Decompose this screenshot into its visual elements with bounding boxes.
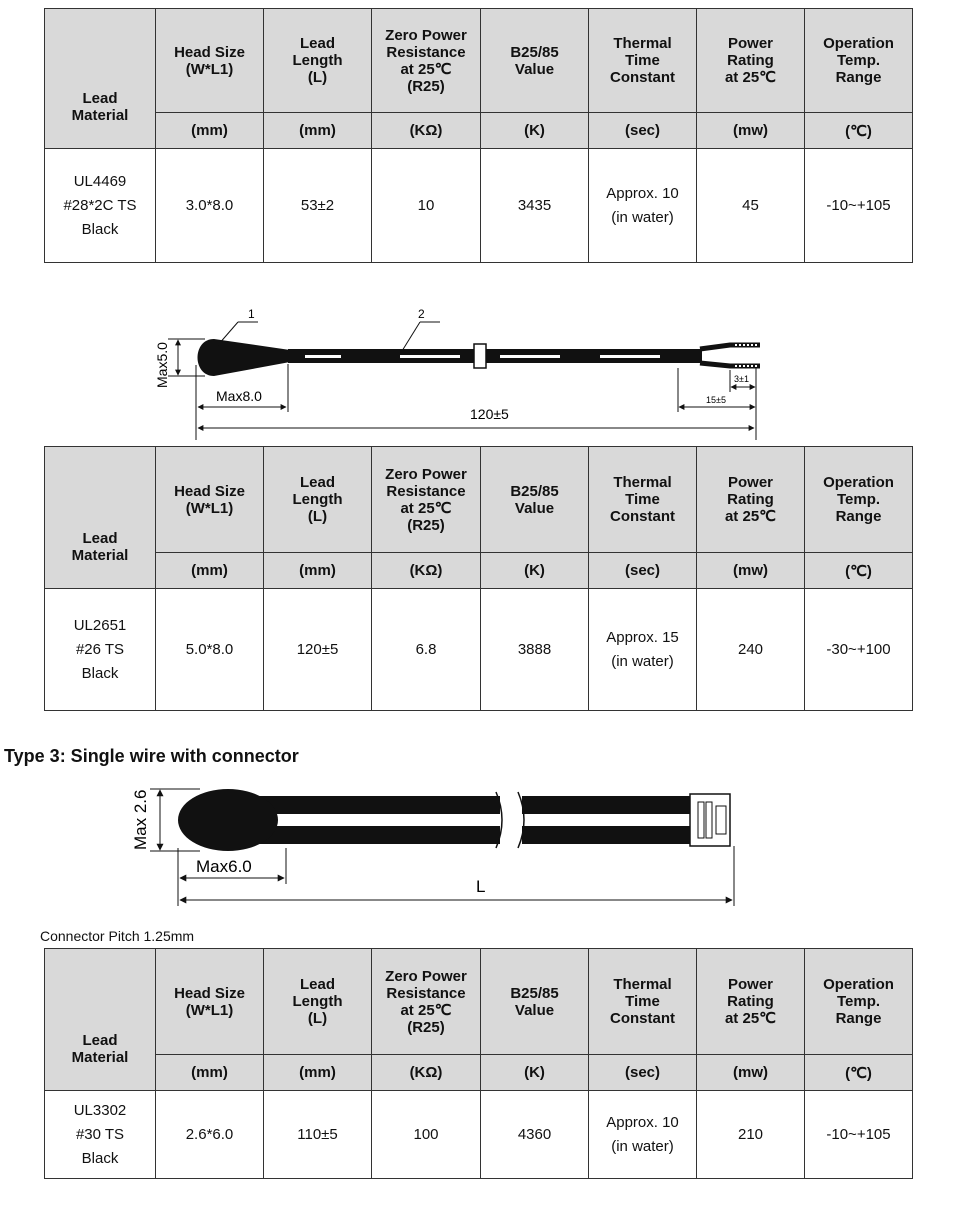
dim-head-height: Max5.0 — [154, 342, 170, 388]
header-thermal-time-constant: Thermal Time Constant — [589, 949, 697, 1055]
cell-power: 210 — [697, 1091, 805, 1179]
dim-total-length: L — [476, 877, 486, 896]
header-zero-power-resistance: Zero Power Resistance at 25℃ (R25) — [372, 9, 481, 113]
unit-b-value: (K) — [481, 1055, 589, 1091]
thermistor-head — [198, 339, 291, 376]
cell-thermal: Approx. 10 (in water) — [589, 1091, 697, 1179]
cell-resistance: 100 — [372, 1091, 481, 1179]
header-head-size: Head Size (W*L1) — [156, 9, 264, 113]
connector-pitch-note: Connector Pitch 1.25mm — [40, 928, 195, 944]
cell-lead-material: UL4469 #28*2C TS Black — [45, 149, 156, 263]
unit-thermal: (sec) — [589, 113, 697, 149]
callout-1: 1 — [248, 307, 255, 321]
cell-head-size: 3.0*8.0 — [156, 149, 264, 263]
unit-head-size: (mm) — [156, 113, 264, 149]
unit-power: (mw) — [697, 113, 805, 149]
header-power-rating: Power Rating at 25℃ — [697, 447, 805, 553]
cell-temp: -10~+105 — [805, 1091, 913, 1179]
unit-head-size: (mm) — [156, 1055, 264, 1091]
header-lead-length: Lead Length (L) — [264, 447, 372, 553]
unit-resistance: (KΩ) — [372, 1055, 481, 1091]
header-operation-temp: Operation Temp. Range — [805, 9, 913, 113]
header-head-size: Head Size (W*L1) — [156, 447, 264, 553]
thermistor-head — [178, 789, 278, 851]
unit-temp: (℃) — [805, 113, 913, 149]
cell-head-size: 2.6*6.0 — [156, 1091, 264, 1179]
section-title-type3: Type 3: Single wire with connector — [4, 746, 299, 766]
unit-temp: (℃) — [805, 1055, 913, 1091]
header-b-value: B25/85 Value — [481, 447, 589, 553]
dim-head-height: Max 2.6 — [131, 789, 150, 850]
unit-lead-length: (mm) — [264, 113, 372, 149]
dim-tip-length: 3±1 — [734, 374, 749, 384]
cell-resistance: 6.8 — [372, 589, 481, 711]
unit-b-value: (K) — [481, 113, 589, 149]
header-b-value: B25/85 Value — [481, 949, 589, 1055]
header-power-rating: Power Rating at 25℃ — [697, 9, 805, 113]
header-zero-power-resistance: Zero Power Resistance at 25℃ (R25) — [372, 447, 481, 553]
cell-temp: -30~+100 — [805, 589, 913, 711]
unit-power: (mw) — [697, 1055, 805, 1091]
header-lead-material: Lead Material — [45, 949, 156, 1091]
cell-b-value: 4360 — [481, 1091, 589, 1179]
cell-lead-length: 120±5 — [264, 589, 372, 711]
cell-temp: -10~+105 — [805, 149, 913, 263]
cell-b-value: 3435 — [481, 149, 589, 263]
spec-table-2 — [44, 446, 913, 711]
unit-thermal: (sec) — [589, 553, 697, 589]
cell-lead-length: 110±5 — [264, 1091, 372, 1179]
header-lead-material: Lead Material — [45, 447, 156, 589]
probe-diagram-type2 — [0, 290, 960, 446]
header-head-size: Head Size (W*L1) — [156, 949, 264, 1055]
unit-resistance: (KΩ) — [372, 113, 481, 149]
unit-power: (mw) — [697, 553, 805, 589]
dim-total-length: 120±5 — [470, 406, 509, 422]
unit-head-size: (mm) — [156, 553, 264, 589]
header-thermal-time-constant: Thermal Time Constant — [589, 447, 697, 553]
dim-head-length: Max8.0 — [216, 388, 262, 404]
header-power-rating: Power Rating at 25℃ — [697, 949, 805, 1055]
header-operation-temp: Operation Temp. Range — [805, 949, 913, 1055]
unit-resistance: (KΩ) — [372, 553, 481, 589]
cell-lead-material: UL2651 #26 TS Black — [45, 589, 156, 711]
callout-2: 2 — [418, 307, 425, 321]
unit-temp: (℃) — [805, 553, 913, 589]
cell-thermal: Approx. 10 (in water) — [589, 149, 697, 263]
unit-lead-length: (mm) — [264, 553, 372, 589]
cell-power: 240 — [697, 589, 805, 711]
cell-lead-length: 53±2 — [264, 149, 372, 263]
dim-head-length: Max6.0 — [196, 857, 252, 876]
probe-diagram-type3 — [0, 776, 960, 910]
header-lead-length: Lead Length (L) — [264, 9, 372, 113]
cell-power: 45 — [697, 149, 805, 263]
unit-lead-length: (mm) — [264, 1055, 372, 1091]
cell-resistance: 10 — [372, 149, 481, 263]
cell-lead-material: UL3302 #30 TS Black — [45, 1091, 156, 1179]
cell-b-value: 3888 — [481, 589, 589, 711]
cell-thermal: Approx. 15 (in water) — [589, 589, 697, 711]
dim-strip-length: 15±5 — [706, 395, 726, 405]
cell-head-size: 5.0*8.0 — [156, 589, 264, 711]
header-b-value: B25/85 Value — [481, 9, 589, 113]
spec-table-1 — [44, 8, 913, 263]
header-operation-temp: Operation Temp. Range — [805, 447, 913, 553]
header-lead-material: Lead Material — [45, 9, 156, 149]
header-thermal-time-constant: Thermal Time Constant — [589, 9, 697, 113]
spec-table-3 — [44, 948, 913, 1179]
unit-b-value: (K) — [481, 553, 589, 589]
header-lead-length: Lead Length (L) — [264, 949, 372, 1055]
header-zero-power-resistance: Zero Power Resistance at 25℃ (R25) — [372, 949, 481, 1055]
unit-thermal: (sec) — [589, 1055, 697, 1091]
